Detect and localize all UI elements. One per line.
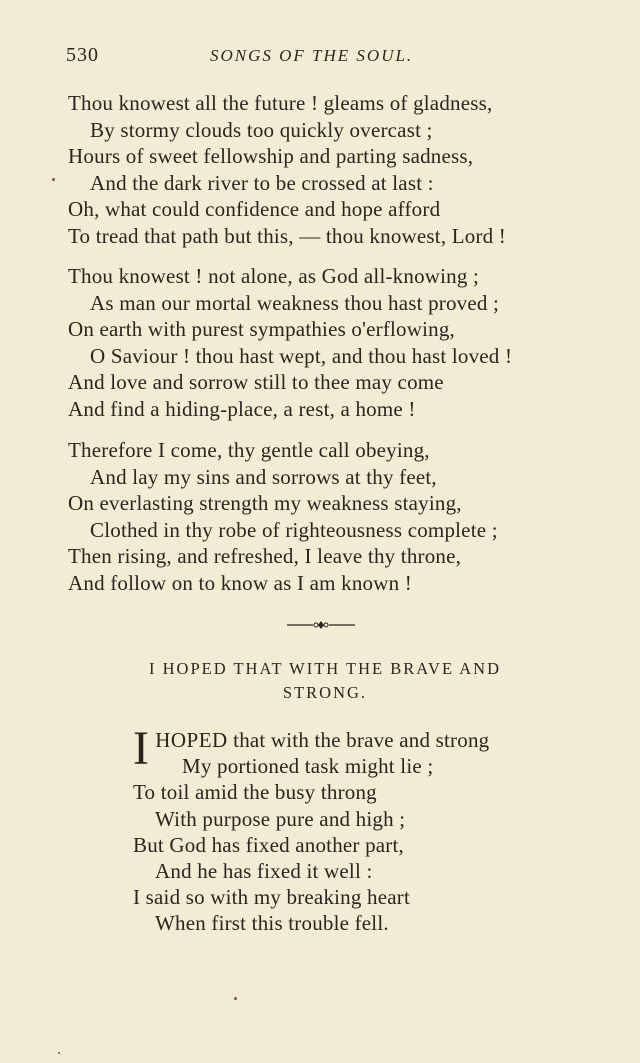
paper-speck [234,997,237,1000]
poem-line: By stormy clouds too quickly overcast ; [90,117,433,142]
poem-line: But God has fixed another part, [133,832,404,857]
poem-line: To tread that path but this, — thou knowest, Lord ! [68,223,506,248]
poem-line: And follow on to know as I am known ! [68,570,412,595]
poem-line: And love and sorrow still to thee may come [68,370,444,394]
poem-line: And the dark river to be crossed at last : [90,170,434,195]
poem-line: On everlasting strength my weakness staying, [68,491,462,515]
stanza-2 [68,263,608,422]
paper-speck [52,178,55,181]
poem-line: Hours of sweet fellowship and parting sadness, [68,144,474,168]
poem-line: To toil amid the busy throng [133,780,377,805]
poem-line: Therefore I come, thy gentle call obeying, [68,438,430,462]
stanza-3 [68,437,608,596]
poem-line: O Saviour ! thou hast wept, and thou hast loved ! [90,343,513,368]
first-word: HOPED [155,728,228,752]
ornament-divider [285,618,357,632]
poem-line: And he has fixed it well : [155,859,373,884]
poem-line: Oh, what could confidence and hope afford [68,197,441,221]
poem-line: My portioned task might lie ; [182,754,434,779]
stanza-1 [68,90,608,249]
poem-title [90,657,560,705]
poem-line: I said so with my breaking heart [133,885,411,910]
poem-line: When first this trouble fell. [155,911,389,936]
running-title: SONGS OF THE SOUL. [210,46,414,65]
poem-line: As man our mortal weakness thou hast proved ; [90,290,500,315]
poem-title-line-2: STRONG. [282,683,368,702]
poem-line: Clothed in thy robe of righteousness complete ; [90,517,498,542]
poem-line: And find a hiding-place, a rest, a home ! [68,396,416,421]
page-number: 530 [66,44,99,66]
poem-line: Thou knowest ! not alone, as God all-knowing ; [68,264,480,288]
poem-body [133,722,583,937]
poem-line: On earth with purest sympathies o'erflowing, [68,317,456,341]
first-line-rest: that with the brave and strong [233,728,490,752]
poem-line: Thou knowest all the future ! gleams of gladness, [68,91,493,115]
drop-cap: I [133,722,150,775]
paper-speck [58,1052,60,1054]
poem-line: Then rising, and refreshed, I leave thy throne, [68,544,462,568]
poem-line: With purpose pure and high ; [155,806,406,831]
poem-title-line-1: I HOPED THAT WITH THE BRAVE AND [149,659,501,678]
page-header [66,44,586,74]
poem-line: And lay my sins and sorrows at thy feet, [90,464,437,489]
